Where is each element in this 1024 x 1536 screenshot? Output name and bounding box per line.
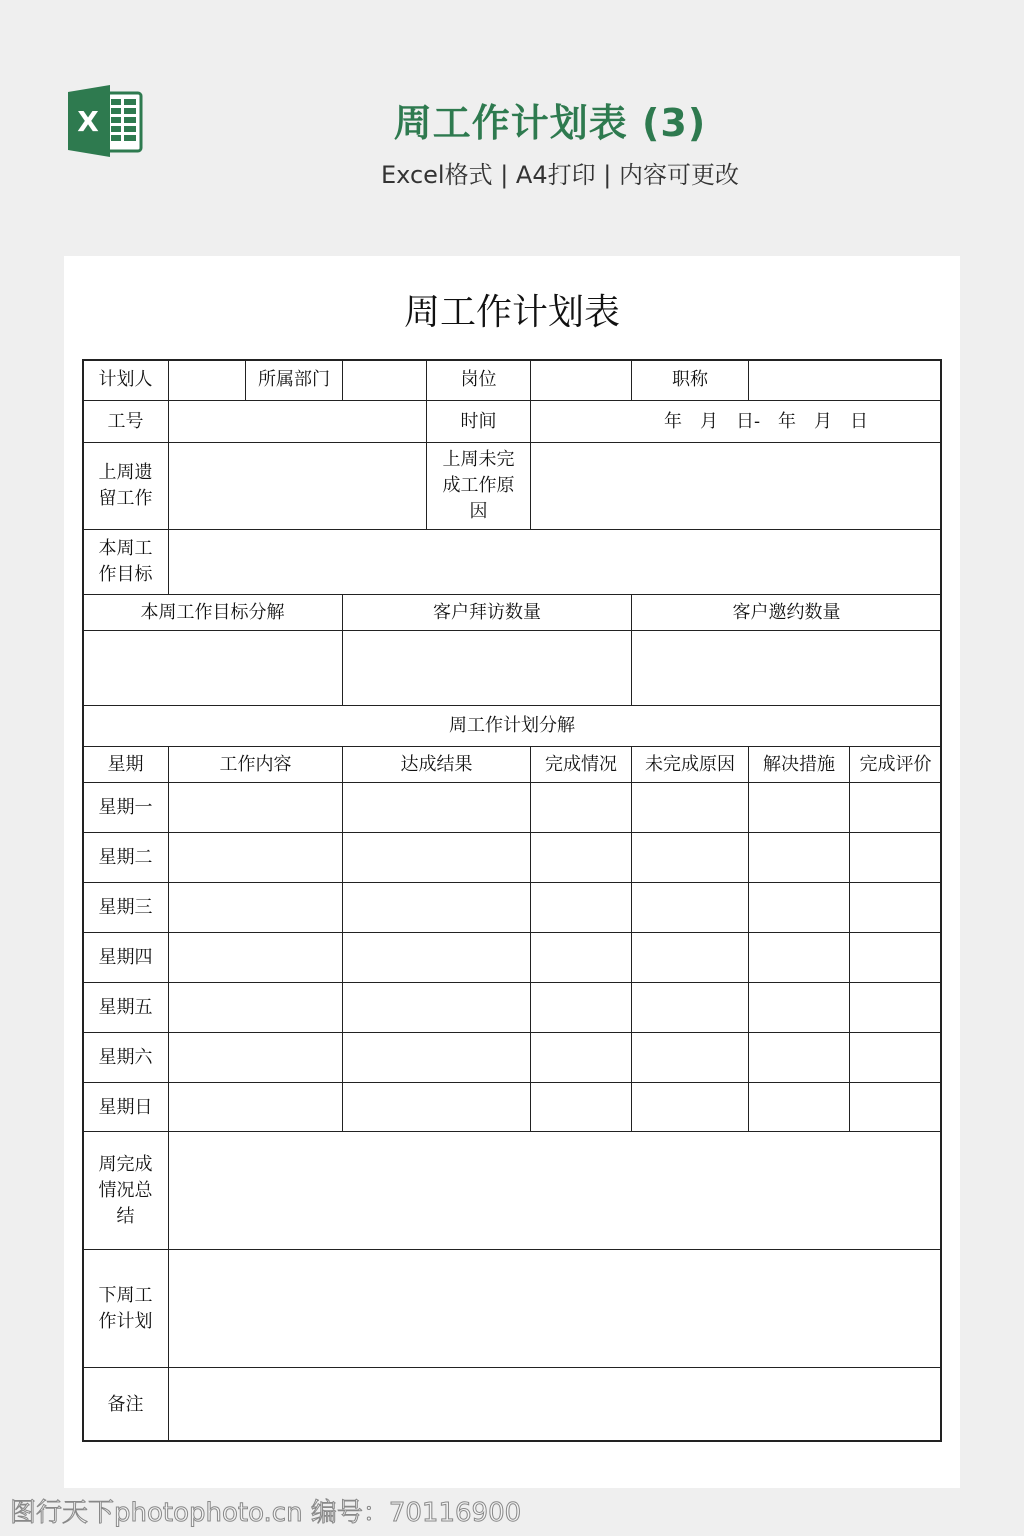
reason-field[interactable] [631, 932, 749, 983]
day-label: 星期日 [82, 1082, 169, 1133]
reason-field[interactable] [631, 832, 749, 883]
work-content-field[interactable] [168, 832, 343, 883]
client-invites-field[interactable] [631, 630, 942, 706]
result-field[interactable] [342, 1082, 531, 1133]
result-field[interactable] [342, 932, 531, 983]
result-field[interactable] [342, 832, 531, 883]
measures-field[interactable] [748, 1032, 850, 1083]
last-week-left-field[interactable] [168, 442, 427, 530]
status-field[interactable] [530, 1032, 632, 1083]
status-field[interactable] [530, 832, 632, 883]
measures-field[interactable] [748, 882, 850, 933]
column-header-status: 完成情况 [530, 746, 632, 783]
status-field[interactable] [530, 782, 632, 833]
status-field[interactable] [530, 932, 632, 983]
day-label: 星期三 [82, 882, 169, 933]
client-visits-label: 客户拜访数量 [342, 594, 632, 631]
evaluation-field[interactable] [849, 832, 942, 883]
evaluation-field[interactable] [849, 932, 942, 983]
measures-field[interactable] [748, 932, 850, 983]
measures-field[interactable] [748, 1082, 850, 1133]
reason-field[interactable] [631, 882, 749, 933]
day-label: 星期四 [82, 932, 169, 983]
client-visits-field[interactable] [342, 630, 632, 706]
evaluation-field[interactable] [849, 782, 942, 833]
section-title: 周工作计划分解 [82, 705, 942, 747]
work-content-field[interactable] [168, 782, 343, 833]
time-label: 时间 [426, 400, 531, 443]
column-header-day: 星期 [82, 746, 169, 783]
result-field[interactable] [342, 1032, 531, 1083]
reason-field[interactable] [631, 1082, 749, 1133]
work-content-field[interactable] [168, 1082, 343, 1133]
measures-field[interactable] [748, 982, 850, 1033]
job-title-label: 职称 [631, 359, 749, 401]
column-header-evaluation: 完成评价 [849, 746, 942, 783]
last-week-left-label: 上周遗留工作 [82, 442, 169, 530]
column-header-result: 达成结果 [342, 746, 531, 783]
department-field[interactable] [342, 359, 427, 401]
next-week-label: 下周工作计划 [82, 1249, 169, 1368]
measures-field[interactable] [748, 782, 850, 833]
date-range-field[interactable]: 年 月 日- 年 月 日 [530, 400, 942, 443]
measures-field[interactable] [748, 832, 850, 883]
work-content-field[interactable] [168, 1032, 343, 1083]
employee-no-label: 工号 [82, 400, 169, 443]
evaluation-field[interactable] [849, 882, 942, 933]
next-week-field[interactable] [168, 1249, 942, 1368]
result-field[interactable] [342, 982, 531, 1033]
work-content-field[interactable] [168, 882, 343, 933]
last-week-reason-field[interactable] [530, 442, 942, 530]
column-header-measures: 解决措施 [748, 746, 850, 783]
summary-field[interactable] [168, 1131, 942, 1250]
reason-field[interactable] [631, 982, 749, 1033]
status-field[interactable] [530, 982, 632, 1033]
day-label: 星期二 [82, 832, 169, 883]
remarks-label: 备注 [82, 1367, 169, 1442]
day-label: 星期六 [82, 1032, 169, 1083]
status-field[interactable] [530, 1082, 632, 1133]
department-label: 所属部门 [245, 359, 343, 401]
position-label: 岗位 [426, 359, 531, 401]
page-title: 周工作计划表 (3) [393, 101, 707, 145]
last-week-reason-label: 上周未完成工作原因 [426, 442, 531, 530]
result-field[interactable] [342, 882, 531, 933]
day-label: 星期一 [82, 782, 169, 833]
svg-text:X: X [77, 105, 99, 138]
page-subtitle: Excel格式 | A4打印 | 内容可更改 [381, 161, 739, 189]
summary-label: 周完成情况总结 [82, 1131, 169, 1250]
column-header-reason: 未完成原因 [631, 746, 749, 783]
evaluation-field[interactable] [849, 982, 942, 1033]
result-field[interactable] [342, 782, 531, 833]
column-header-content: 工作内容 [168, 746, 343, 783]
day-label: 星期五 [82, 982, 169, 1033]
planner-field[interactable] [168, 359, 246, 401]
work-content-field[interactable] [168, 932, 343, 983]
position-field[interactable] [530, 359, 632, 401]
watermark: 图行天下photophoto.cn 编号：70116900 [10, 1498, 522, 1528]
this-week-goal-label: 本周工作目标 [82, 529, 169, 595]
evaluation-field[interactable] [849, 1082, 942, 1133]
excel-icon [67, 85, 143, 157]
job-title-field[interactable] [748, 359, 942, 401]
evaluation-field[interactable] [849, 1032, 942, 1083]
goal-breakdown-label: 本周工作目标分解 [82, 594, 343, 631]
work-content-field[interactable] [168, 982, 343, 1033]
status-field[interactable] [530, 882, 632, 933]
planner-label: 计划人 [82, 359, 169, 401]
reason-field[interactable] [631, 1032, 749, 1083]
employee-no-field[interactable] [168, 400, 427, 443]
reason-field[interactable] [631, 782, 749, 833]
client-invites-label: 客户邀约数量 [631, 594, 942, 631]
goal-breakdown-field[interactable] [82, 630, 343, 706]
this-week-goal-field[interactable] [168, 529, 942, 595]
document-title: 周工作计划表 [403, 292, 620, 333]
remarks-field[interactable] [168, 1367, 942, 1442]
